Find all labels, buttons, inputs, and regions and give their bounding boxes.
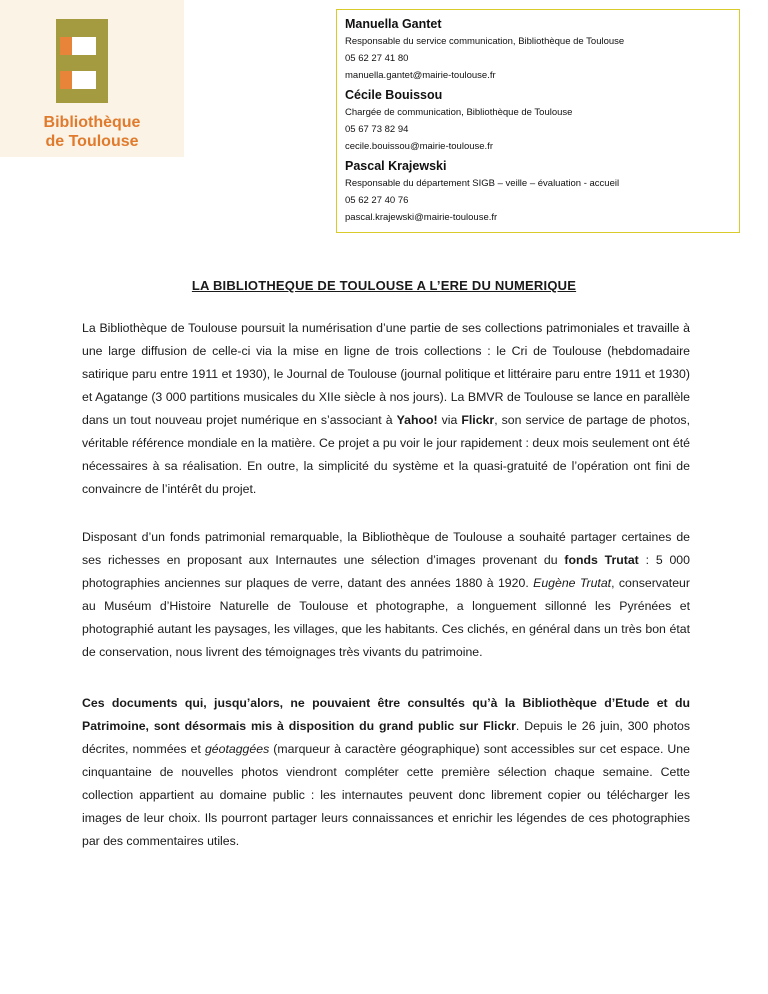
paragraph-1: La Bibliothèque de Toulouse poursuit la numérisation d’une partie de ses collections patrimoniales et travaille à une large diffusion de celle-ci via la mise en ligne de trois collections : le Cri de Toulouse (hebdomadaire satirique paru entre 1911 et 1930), le Journal de Toulouse (journal politique et littéraire paru entre 1911 et 1930) et Agatange (3 000 partitions musicales du XIIe siècle à nos jours). La BMVR de Toulouse se lance en parallèle dans un tout nouveau projet numérique en s’associant à Yahoo! via Flickr, son service de partage de photos, véritable référence mondiale en la matière. Ce projet a pu voir le jour rapidement : deux mois seulement ont été nécessaires à sa réalisation. En outre, la simplicité du système et la quasi-gratuité de l’opération ont fini de convaincre de l’intérêt du projet. bbox=[82, 321, 690, 496]
logo-text-line2: de Toulouse bbox=[45, 133, 139, 150]
contact-role: Responsable du département SIGB – veille – évaluation - accueil bbox=[345, 178, 620, 189]
contact-name: Manuella Gantet bbox=[345, 17, 442, 31]
contact-role: Responsable du service communication, Bibliothèque de Toulouse bbox=[345, 36, 625, 47]
contact-role: Chargée de communication, Bibliothèque de Toulouse bbox=[345, 107, 573, 118]
library-logo bbox=[0, 0, 184, 157]
contact-item bbox=[345, 157, 739, 226]
contacts-box bbox=[336, 9, 740, 233]
contact-name: Cécile Bouissou bbox=[345, 88, 443, 102]
paragraph-2: Disposant d’un fonds patrimonial remarquable, la Bibliothèque de Toulouse a souhaité partager certaines de ses richesses en proposant aux Internautes une sélection d’images provenant du fonds Trutat : 5 000 photographies anciennes sur plaques de verre, datant des années 1880 à 1920. Eugène Trutat, conservateur au Muséum d’Histoire Naturelle de Toulouse et photographe, a longuement sillonné les Pyrénées et photographié autant les paysages, les villages, que les habitants. Ces clichés, en général dans un très bon état de conservation, nous livrent des témoignages très vivants du patrimoine. bbox=[82, 530, 690, 659]
logo-text-line1: Bibliothèque bbox=[43, 114, 141, 131]
contact-name: Pascal Krajewski bbox=[345, 159, 447, 173]
contact-email[interactable]: pascal.krajewski@mairie-toulouse.fr bbox=[345, 212, 498, 223]
document-title: LA BIBLIOTHEQUE DE TOULOUSE A L’ERE DU NUMERIQUE bbox=[191, 278, 577, 293]
contact-phone: 05 62 27 40 76 bbox=[345, 195, 409, 206]
contact-email[interactable]: manuella.gantet@mairie-toulouse.fr bbox=[345, 70, 496, 81]
contact-item bbox=[345, 86, 739, 155]
contact-phone: 05 62 27 41 80 bbox=[345, 53, 409, 64]
contact-email[interactable]: cecile.bouissou@mairie-toulouse.fr bbox=[345, 141, 493, 152]
contact-phone: 05 67 73 82 94 bbox=[345, 124, 409, 135]
contact-item bbox=[345, 15, 739, 84]
logo-mark-icon bbox=[56, 19, 108, 103]
paragraph-3: Ces documents qui, jusqu’alors, ne pouvaient être consultés qu’à la Bibliothèque d’Etude et du Patrimoine, sont désormais mis à disposition du grand public sur Flickr. Depuis le 26 juin, 300 photos décrites, nommées et géotaggées (marqueur à caractère géographique) sont accessibles sur cet espace. Une cinquantaine de nouvelles photos viendront compléter cette première sélection chaque semaine. Cette collection appartient au domaine public : les internautes peuvent donc librement copier ou télécharger les images de leur choix. Ils pourront partager leurs connaissances et enrichir les légendes de ces photographies par des commentaires utiles. bbox=[82, 696, 690, 848]
